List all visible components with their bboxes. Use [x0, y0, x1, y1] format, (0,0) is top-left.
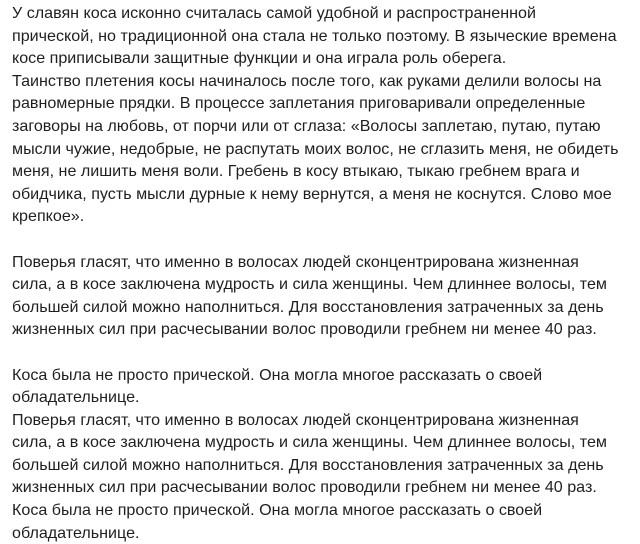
text-line: заговоры на любовь, от порчи или от сглаза: «Волосы заплетаю, путаю, путаю [12, 116, 601, 135]
text-line: Поверья гласят, что именно в волосах людей сконцентрирована жизненная [12, 252, 579, 271]
text-line: сила, а в косе заключена мудрость и сила женщины. Чем длиннее волосы, тем [12, 433, 607, 452]
text-line: обладательнице. [12, 523, 140, 542]
text-line: Коса была не просто прической. Она могла многое рассказать о своей [12, 501, 543, 520]
text-line: Коса была не просто прической. Она могла многое рассказать о своей [12, 365, 543, 384]
text-line: У славян коса исконно считалась самой удобной и распространенной [12, 4, 536, 22]
paragraph-gap [12, 228, 634, 251]
text-line: жизненных сил при расчесывании волос проводили гребнем ни менее 40 раз. [12, 478, 597, 497]
text-line: обладательнице. [12, 388, 140, 407]
text-line: прической, но традиционной она стала не только поэтому. В языческие времена [12, 26, 617, 45]
text-line: мысли чужие, недобрые, не распутать моих волос, не сглазить меня, не обидеть [12, 139, 619, 158]
text-line: жизненных сил при расчесывании волос проводили гребнем ни менее 40 раз. [12, 320, 597, 339]
text-line: крепкое». [12, 207, 85, 226]
text-line: Поверья гласят, что именно в волосах людей сконцентрирована жизненная [12, 410, 579, 429]
text-line: Таинство плетения косы начиналось после того, как руками делили волосы на [12, 71, 602, 90]
text-line: обидчика, пусть мысли дурные к нему вернутся, а меня не коснутся. Слово мое [12, 184, 612, 203]
paragraph-gap [12, 341, 634, 364]
text-line: сила, а в косе заключена мудрость и сила женщины. Чем длиннее волосы, тем [12, 275, 607, 294]
text-line: меня, не лишить меня воли. Гребень в косу втыкаю, тыкаю гребнем врага и [12, 162, 580, 181]
text-line: косе приписывали защитные функции и она играла роль оберега. [12, 49, 507, 68]
post-text [12, 2, 634, 544]
text-line: равномерные прядки. В процессе заплетания приговаривали определенные [12, 94, 586, 113]
text-line: большей силой можно наполниться. Для восстановления затраченных за день [12, 297, 604, 316]
text-line: большей силой можно наполниться. Для восстановления затраченных за день [12, 455, 604, 474]
